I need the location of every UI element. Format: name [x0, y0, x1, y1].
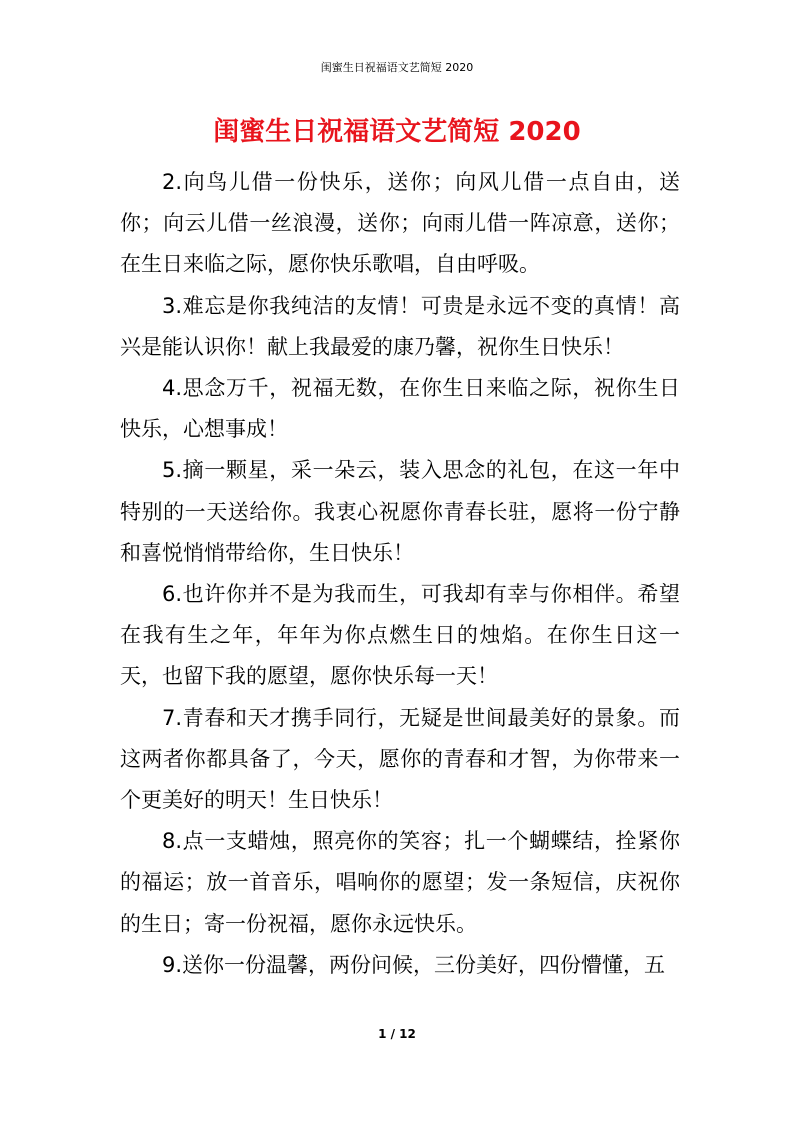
- page-number: 1 / 12: [378, 1027, 416, 1041]
- document-body: [120, 162, 680, 986]
- paragraph-6: 6.也许你并不是为我而生，可我却有幸与你相伴。希望在我有生之年，年年为你点燃生日的烛焰。在你生日这一天，也留下我的愿望，愿你快乐每一天！: [120, 582, 680, 689]
- paragraph-7: 7.青春和天才携手同行，无疑是世间最美好的景象。而这两者你都具备了，今天，愿你的青春和才智，为你带来一个更美好的明天！生日快乐！: [120, 705, 680, 813]
- paragraph-8: 8.点一支蜡烛，照亮你的笑容；扎一个蝴蝶结，拴紧你的福运；放一首音乐，唱响你的愿望；发一条短信，庆祝你的生日；寄一份祝福，愿你永远快乐。: [120, 829, 680, 936]
- paragraph-3: 3.难忘是你我纯洁的友情！可贵是永远不变的真情！高兴是能认识你！献上我最爱的康乃馨，祝你生日快乐！: [120, 293, 680, 359]
- paragraph-2: 2.向鸟儿借一份快乐，送你；向风儿借一点自由，送你；向云儿借一丝浪漫，送你；向雨儿借一阵凉意，送你；在生日来临之际，愿你快乐歌唱，自由呼吸。: [120, 170, 680, 277]
- document-title: 闺蜜生日祝福语文艺简短 2020: [213, 117, 581, 147]
- running-header: 闺蜜生日祝福语文艺简短 2020: [320, 61, 474, 74]
- paragraph-5: 5.摘一颗星，采一朵云，装入思念的礼包，在这一年中特别的一天送给你。我衷心祝愿你青春长驻，愿将一份宁静和喜悦悄悄带给你，生日快乐！: [120, 458, 680, 565]
- paragraph-4: 4.思念万千，祝福无数，在你生日来临之际，祝你生日快乐，心想事成！: [120, 376, 680, 442]
- paragraph-9: 9.送你一份温馨，两份问候，三份美好，四份懵懂，五: [162, 952, 666, 977]
